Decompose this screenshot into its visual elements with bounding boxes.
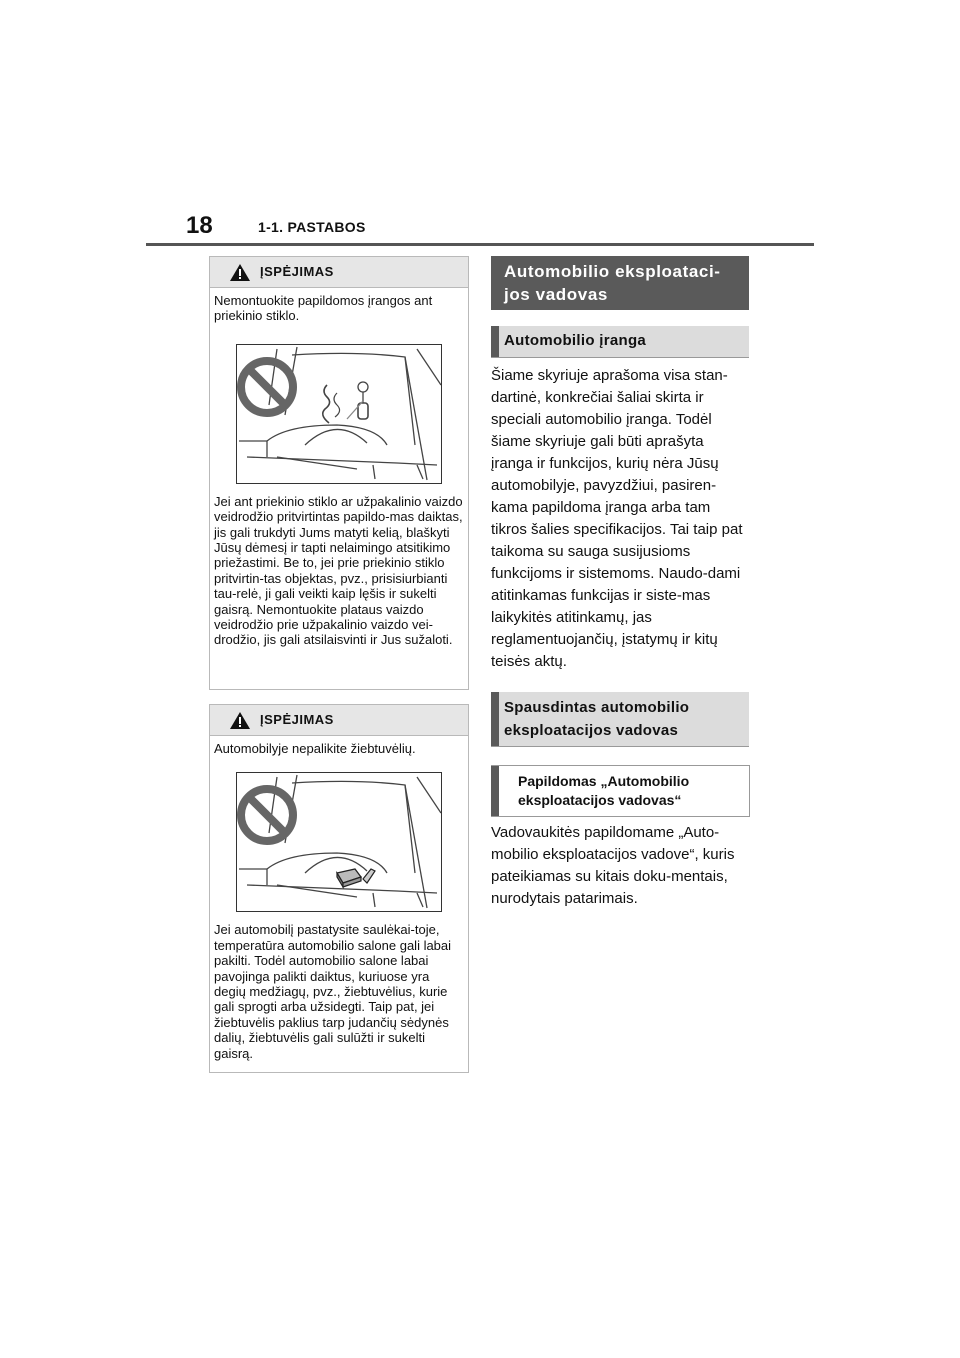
warning-body: Jei ant priekinio stiklo ar užpakalinio vaizdo veidrodžio pritvirtintas papildo-mas daiktas, jis gali trukdyti Jums matyti kelią, blaškyti Jūsų dėmesį ir tapti nelaimingo atsitikimo priežastimi. Be to, jei prie priekinio stiklo pritvirtin-tas objektas, pvz., prisisiurbianti tau-relė, ji gali veikti kaip lęšis ir sukelti gaisrą. Nemontuokite plataus vaizdo veidrodžio prie užpakalinio vaizdo vei-drodžio, jis gali atsilaisvinti ir Jus sužaloti. <box>214 493 463 648</box>
subheading-stripe <box>491 692 499 746</box>
subheading-equipment: Automobilio įranga <box>504 332 647 349</box>
page-number: 18 <box>186 212 213 239</box>
warning-intro: Nemontuokite papildomos įrangos ant priekinio stiklo. <box>214 293 433 324</box>
warning-header <box>210 257 468 288</box>
paragraph-equipment: Šiame skyriuje aprašoma visa stan-dartinė, konkrečiai šaliai skirta ir speciali automobilio įranga. Todėl šiame skyriuje gali būti aprašyta įranga ir funkcijos, kurių nėra Jūsų automobilyje, pavyzdžiui, pasiren-kama papildoma įranga arba tam tikros šalies specifikacijos. Tai taip pat taikoma su sauga susijusioms funkcijoms ir sistemoms. Naudo-dami atitinkamas funkcijas ir siste-mas laikykitės atitinkamų, jas reglamentuojančių, įstatymų ir kitų teisės aktų. <box>491 367 743 670</box>
prohibition-icon <box>241 789 293 841</box>
warning-triangle-icon <box>230 712 250 729</box>
warning-body: Jei automobilį pastatysite saulėkai-toje, temperatūra automobilio salone gali labai pakilti. Todėl automobilio salone labai pavojinga palikti daiktus, kuriuose yra degių medžiagų, pvz., žiebtuvėlius, kurie gali sprogti arba užsidegti. Taip pat, jei žiebtuvėlis paklius tarp judančių sėdynės dalių, žiebtuvėlis gali sulūžti ir sukelti gaisrą. <box>214 922 452 1061</box>
lighter-illustration <box>236 772 442 912</box>
warning-triangle-icon <box>230 264 250 281</box>
subheading-bar <box>491 326 749 358</box>
subsubheading-stripe <box>491 766 499 816</box>
paragraph-supplementary: Vadovaukitės papildomame „Auto-mobilio eksploatacijos vadove“, kuris pateikiamas su kitais doku-mentais, nurodytais patarimais. <box>491 824 735 907</box>
warning-title: ĮSPĖJIMAS <box>260 264 334 279</box>
windshield-illustration <box>236 344 442 484</box>
subheading-printed-manual: Spausdintas automobilio eksploatacijos vadovas <box>504 699 690 739</box>
section-title: 1-1. PASTABOS <box>258 219 366 235</box>
main-heading: Automobilio eksploataci-jos vadovas <box>504 262 721 304</box>
warning-box-lighter <box>209 704 469 1073</box>
warning-intro: Automobilyje nepalikite žiebtuvėlių. <box>214 741 416 756</box>
prohibition-icon <box>241 361 293 413</box>
subheading-supplementary-manual: Papildomas „Automobilio eksploatacijos vadovas“ <box>518 773 690 808</box>
subheading-stripe <box>491 326 499 357</box>
warning-box-windshield <box>209 256 469 690</box>
subsubheading-box <box>491 765 750 817</box>
main-heading-bar <box>491 256 749 310</box>
warning-title: ĮSPĖJIMAS <box>260 712 334 727</box>
warning-header <box>210 705 468 736</box>
header-divider <box>146 243 814 246</box>
subheading-bar <box>491 692 749 747</box>
